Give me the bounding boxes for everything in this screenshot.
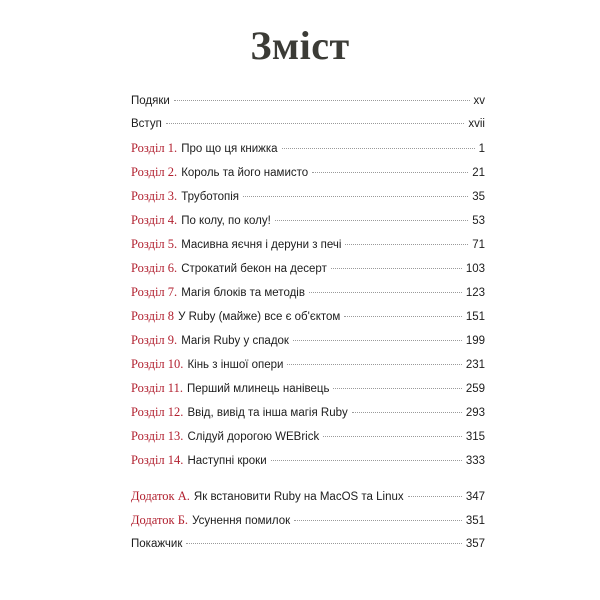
toc-entry-page: 347: [465, 491, 485, 503]
dot-leader: [186, 543, 461, 544]
dot-leader: [345, 244, 468, 245]
toc-entry-page: 103: [465, 263, 485, 275]
toc-entry-label: Король та його намисто: [181, 167, 309, 179]
toc-entry-prefix: Розділ 9.: [131, 333, 178, 347]
toc-entry-page: 123: [465, 287, 485, 299]
toc-entry-label: Строкатий бекон на десерт: [181, 263, 327, 275]
toc-entry-label: Покажчик: [131, 538, 183, 550]
toc-entry: [131, 451, 485, 469]
toc-entry-page: 315: [465, 431, 485, 443]
toc-entry: [131, 331, 485, 349]
toc-entry-prefix: Розділ 6.: [131, 261, 178, 275]
toc-entry-prefix: Розділ 1.: [131, 141, 178, 155]
toc-entry-page: 21: [472, 167, 485, 179]
toc-entry-prefix: Розділ 2.: [131, 165, 178, 179]
toc-entry-prefix: Додаток А.: [131, 489, 190, 503]
dot-leader: [294, 520, 462, 521]
toc-entry-page: 259: [465, 383, 485, 395]
toc-entry-page: xvii: [468, 118, 485, 130]
dot-leader: [271, 460, 462, 461]
toc-entry: [131, 379, 485, 397]
toc-entry-label: Кінь з іншої опери: [187, 359, 284, 371]
toc-entry-label: Слідуй дорогою WEBrick: [187, 431, 320, 443]
toc-entry: [131, 511, 485, 529]
dot-leader: [344, 316, 462, 317]
toc-entry-prefix: Розділ 7.: [131, 285, 178, 299]
toc-entry-page: 293: [465, 407, 485, 419]
dot-leader: [312, 172, 468, 173]
toc-entry-prefix: Розділ 13.: [131, 429, 184, 443]
toc-entry-page: 1: [478, 143, 485, 155]
toc-entry: [131, 535, 485, 553]
dot-leader: [282, 148, 475, 149]
toc-entry: [131, 163, 485, 181]
toc-entry-label: По колу, по колу!: [181, 215, 271, 227]
toc-entry-page: 35: [472, 191, 485, 203]
dot-leader: [243, 196, 468, 197]
dot-leader: [174, 100, 470, 101]
toc-entry-prefix: Розділ 12.: [131, 405, 184, 419]
toc-entry-label: Вступ: [131, 118, 162, 130]
dot-leader: [408, 496, 462, 497]
toc-entry: [131, 403, 485, 421]
toc-entry-page: 151: [465, 311, 485, 323]
toc-entry: [131, 187, 485, 205]
dot-leader: [275, 220, 468, 221]
dot-leader: [166, 123, 465, 124]
toc-entry: [131, 115, 485, 133]
toc-entry: [131, 487, 485, 505]
toc-entry-label: Усунення помилок: [192, 515, 291, 527]
toc-entry-label: Магія блоків та методів: [181, 287, 305, 299]
toc-entry-label: Ввід, вивід та інша магія Ruby: [187, 407, 348, 419]
toc-entry-label: Наступні кроки: [187, 455, 267, 467]
toc-entry-label: Масивна яєчня і деруни з печі: [181, 239, 342, 251]
toc-entry: [131, 355, 485, 373]
toc-entry-prefix: Додаток Б.: [131, 513, 189, 527]
toc-entry-label: У Ruby (майже) все є об'єктом: [178, 311, 341, 323]
toc-entry: [131, 92, 485, 110]
toc-entry-label: Магія Ruby у спадок: [181, 335, 289, 347]
toc-entry: [131, 259, 485, 277]
dot-leader: [309, 292, 462, 293]
toc-entry: [131, 139, 485, 157]
toc-entry-label: Як встановити Ruby на MacOS та Linux: [193, 491, 404, 503]
toc-entry: [131, 307, 485, 325]
toc-entry-page: 71: [472, 239, 485, 251]
toc-entry-prefix: Розділ 8: [131, 309, 175, 323]
dot-leader: [323, 436, 462, 437]
dot-leader: [293, 340, 462, 341]
toc-entry-page: 199: [465, 335, 485, 347]
toc-entry-page: 333: [465, 455, 485, 467]
toc-entry-label: Подяки: [131, 95, 170, 107]
toc-entry: [131, 211, 485, 229]
toc-entry-prefix: Розділ 10.: [131, 357, 184, 371]
dot-leader: [331, 268, 462, 269]
toc-entry-page: 351: [465, 515, 485, 527]
toc-entry-prefix: Розділ 11.: [131, 381, 183, 395]
toc-entry: [131, 283, 485, 301]
toc-entry-page: xv: [473, 95, 485, 107]
dot-leader: [352, 412, 462, 413]
toc-entry-prefix: Розділ 4.: [131, 213, 178, 227]
toc-entry-label: Про що ця книжка: [181, 143, 278, 155]
toc-entry-label: Перший млинець нанівець: [186, 383, 330, 395]
toc-entry-prefix: Розділ 3.: [131, 189, 178, 203]
dot-leader: [333, 388, 461, 389]
toc-entry-page: 53: [472, 215, 485, 227]
toc-entry: [131, 235, 485, 253]
toc-entry-prefix: Розділ 5.: [131, 237, 178, 251]
toc-entry-page: 357: [465, 538, 485, 550]
toc-entry: [131, 427, 485, 445]
toc-entry-page: 231: [465, 359, 485, 371]
page-title: Зміст: [250, 23, 350, 68]
toc-entry-label: Труботопія: [181, 191, 239, 203]
dot-leader: [287, 364, 461, 365]
toc-entry-prefix: Розділ 14.: [131, 453, 184, 467]
